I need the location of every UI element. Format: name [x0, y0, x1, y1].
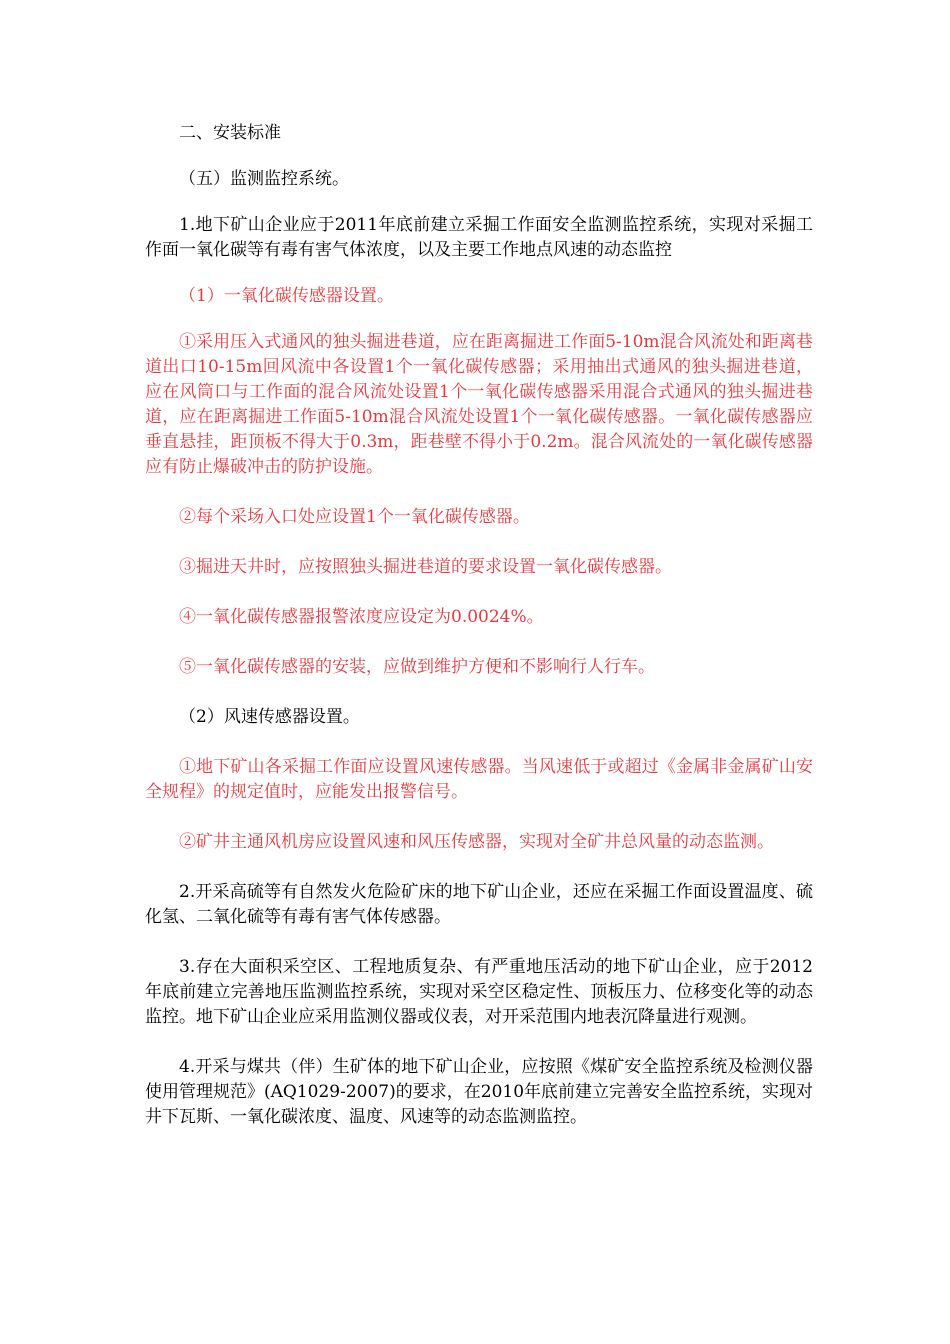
section-title: 二、安装标准 — [179, 123, 281, 143]
paragraph-co-sensor-item-4: ④一氧化碳传感器报警浓度应设定为0.0024%。 — [179, 607, 544, 627]
paragraph-2: 2.开采高硫等有自然发火危险矿床的地下矿山企业，还应在采掘工作面设置温度、硫化氢、二氧化硫等有毒有害气体传感器。 — [145, 882, 813, 927]
paragraph-co-sensor-item-2: ②每个采场入口处应设置1个一氧化碳传感器。 — [179, 507, 530, 527]
paragraph-1: 1.地下矿山企业应于2011年底前建立采掘工作面安全监测监控系统，实现对采掘工作面一氧化碳等有毒有害气体浓度，以及主要工作地点风速的动态监控 — [145, 215, 813, 260]
paragraph-3: 3.存在大面积采空区、工程地质复杂、有严重地压活动的地下矿山企业，应于2012年底前建立完善地压监测监控系统，实现对采空区稳定性、顶板压力、位移变化等的动态监控。地下矿山企业应采用监测仪器或仪表，对开采范围内地表沉降量进行观测。 — [145, 957, 813, 1027]
paragraph-co-sensor-item-5: ⑤一氧化碳传感器的安装，应做到维护方便和不影响行人行车。 — [179, 657, 655, 677]
paragraph-wind-sensor-item-2: ②矿井主通风机房应设置风速和风压传感器，实现对全矿井总风量的动态监测。 — [179, 832, 774, 852]
paragraph-wind-sensor-heading: （2）风速传感器设置。 — [179, 707, 360, 727]
subsection-title: （五）监测监控系统。 — [179, 169, 349, 189]
paragraph-wind-sensor-item-1: ①地下矿山各采掘工作面应设置风速传感器。当风速低于或超过《金属非金属矿山安全规程》的规定值时，应能发出报警信号。 — [145, 757, 813, 802]
paragraph-co-sensor-heading: （1）一氧化碳传感器设置。 — [179, 286, 394, 306]
document-page — [145, 121, 813, 1130]
paragraph-co-sensor-item-1: ①采用压入式通风的独头掘进巷道，应在距离掘进工作面5-10m混合风流处和距离巷道出口10-15m回风流中各设置1个一氧化碳传感器；采用抽出式通风的独头掘进巷道，应在风筒口与工作面的混合风流处设置1个一氧化碳传感器采用混合式通风的独头掘进巷道，应在距离掘进工作面5-10m混合风流处设置1个一氧化碳传感器。一氧化碳传感器应垂直悬挂，距顶板不得大于0.3m，距巷壁不得小于0.2m。混合风流处的一氧化碳传感器应有防止爆破冲击的防护设施。 — [145, 332, 813, 477]
paragraph-4: 4.开采与煤共（伴）生矿体的地下矿山企业，应按照《煤矿安全监控系统及检测仪器使用管理规范》(AQ1029-2007)的要求，在2010年底前建立完善安全监控系统，实现对井下瓦斯、一氧化碳浓度、温度、风速等的动态监测监控。 — [145, 1057, 814, 1127]
paragraph-co-sensor-item-3: ③掘进天井时，应按照独头掘进巷道的要求设置一氧化碳传感器。 — [179, 557, 672, 577]
